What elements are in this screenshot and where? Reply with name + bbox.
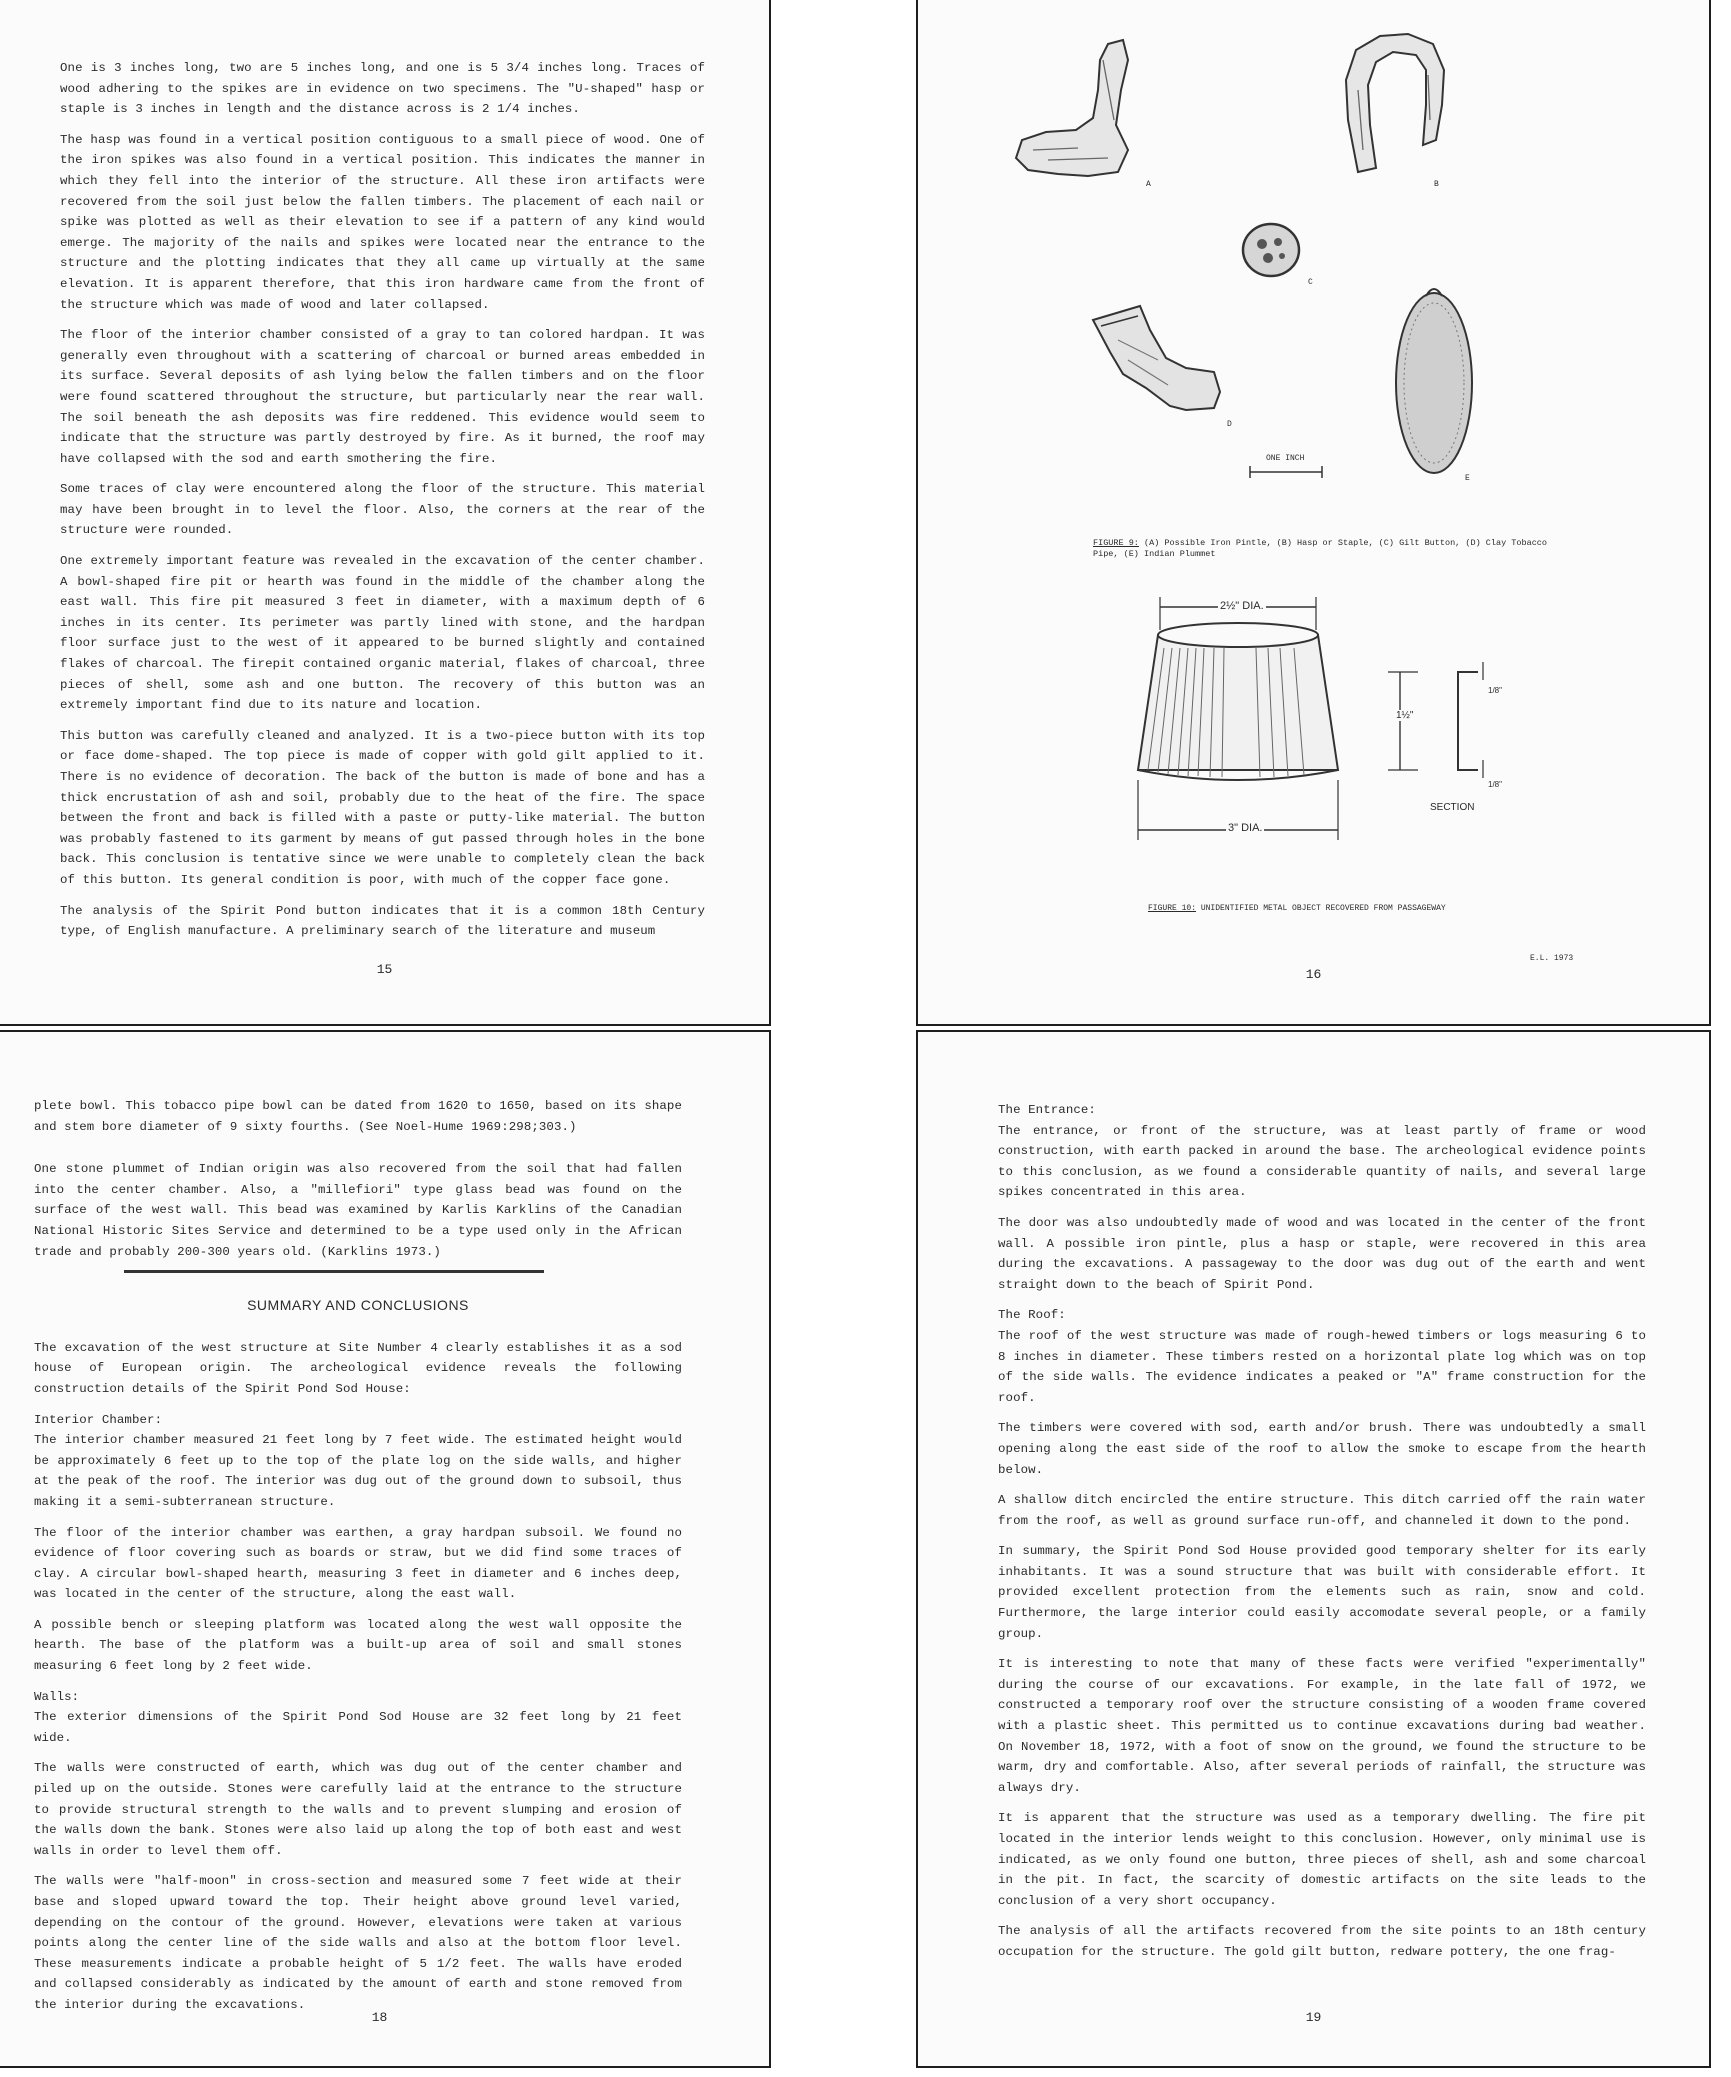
figure-10-caption-text: UNIDENTIFIED METAL OBJECT RECOVERED FROM PASSAGEWAY (1200, 904, 1446, 913)
iron-pintle-drawing (1016, 40, 1128, 176)
figure-9-caption-text: (A) Possible Iron Pintle, (B) Hasp or Staple, (C) Gilt Button, (D) Clay Tobacco Pipe, (E) Indian Plummet (1093, 538, 1547, 559)
gilt-button-drawing (1243, 224, 1299, 276)
paragraph: The excavation of the west structure at Site Number 4 clearly establishes it as a sod house of European origin. The archeological evidence reveals the following construction details of the Spirit Pond Sod House: (34, 1340, 682, 1396)
paragraph: A possible bench or sleeping platform was located along the west wall opposite the hearth. The base of the platform was a built-up area of soil and small stones measuring 6 feet long by 2 feet wide. (34, 1617, 682, 1674)
paragraph: A shallow ditch encircled the entire structure. This ditch carried off the rain water from the roof, as well as ground surface run-off, and channeled it down to the pond. (998, 1493, 1646, 1528)
entrance-heading: The Entrance: (998, 1103, 1096, 1117)
page-18 (0, 1030, 771, 2068)
paragraph: The walls were "half-moon" in cross-section and measured some 7 feet wide at their base and sloped upward toward the top. Their height above ground level varied, depending on the contour of the ground. However, elevations were taken at various points along the center line of the side walls and also at the bottom floor level. These measurements indicate a probable height of 5 1/2 feet. The walls have eroded and collapsed considerably as indicated by the amount of earth and stone removed from the interior during the excavations. (34, 1874, 682, 2012)
paragraph: The floor of the interior chamber was earthen, a gray hardpan subsoil. We found no evidence of floor covering such as boards or straw, but we did find some traces of clay. A circular bowl-shaped hearth, measuring 3 feet in diameter and 6 inches deep, was located in the center of the structure, along the east wall. (34, 1525, 682, 1602)
hasp-staple-drawing (1346, 34, 1444, 172)
paragraph: Some traces of clay were encountered along the floor of the structure. This material may have been brought in to level the floor. Also, the corners at the rear of the structure were rounded. (60, 482, 705, 538)
paragraph: The entrance, or front of the structure, was at least partly of frame or wood construction, with earth packed in around the base. The archeological evidence points to this conclusion, as we found a considerable quantity of nails, and several large spikes concentrated in this area. (998, 1123, 1646, 1200)
dimension-height: 1½" (1396, 710, 1414, 721)
label-d: D (1227, 420, 1232, 429)
paragraph: The floor of the interior chamber consisted of a gray to tan colored hardpan. It was generally even throughout with a scattering of charcoal or burned areas embedded in its surface. Several deposits of ash lying below the fallen timbers and on the floor were found scattered throughout the structure, but particularly near the rear wall. The soil beneath the ash deposits was fire reddened. This evidence would seem to indicate that the structure was partly destroyed by fire. As it burned, the roof may have collapsed with the sod and earth smothering the fire. (60, 328, 705, 466)
page-number: 16 (1305, 967, 1322, 982)
walls-heading: Walls: (34, 1689, 80, 1704)
paragraph: One extremely important feature was revealed in the excavation of the center chamber. A bowl-shaped fire pit or hearth was found in the middle of the chamber along the east wall. This fire pit measured 3 feet in diameter, with a maximum depth of 6 inches in its center. Its perimeter was partly lined with stone, and the hardpan floor surface just to the west of it appeared to be burned slightly and contained flakes of charcoal. The firepit contained organic material, flakes of charcoal, three pieces of shell, some ash and one button. The recovery of this button was an extremely important find due to its nature and location. (60, 554, 705, 713)
roof-heading: The Roof: (998, 1308, 1066, 1323)
paragraph: It is apparent that the structure was used as a temporary dwelling. The fire pit located in the interior lends weight to this conclusion. However, only minimal use is indicated, as we only found one button, three pieces of shell, ash and some charcoal in the pit. In fact, the scarcity of domestic artifacts on the site leads to the conclusion of a very short occupancy. (998, 1811, 1646, 1908)
dimension-small-top: 1/8" (1488, 686, 1502, 695)
scale-label: ONE INCH (1266, 454, 1305, 463)
label-c: C (1308, 278, 1313, 287)
figure-artwork (918, 0, 1711, 1026)
figure-9-caption (1093, 538, 1573, 560)
clay-pipe-drawing (1093, 306, 1220, 410)
paragraph: The analysis of all the artifacts recovered from the site points to an 18th century occupation for the structure. The gold gilt button, redware pottery, the one frag- (998, 1924, 1646, 1959)
artist-initials: E.L. 1973 (1530, 954, 1574, 963)
paragraph: The timbers were covered with sod, earth and/or brush. There was undoubtedly a small opening along the east side of the roof to allow the smoke to escape from the hearth below. (998, 1421, 1646, 1477)
label-b: B (1434, 180, 1439, 189)
page-19 (916, 1030, 1711, 2068)
paragraph: The exterior dimensions of the Spirit Pond Sod House are 32 feet long by 21 feet wide. (34, 1710, 682, 1745)
section-label: SECTION (1430, 802, 1475, 813)
section-view (1458, 662, 1483, 778)
metal-object-drawing (1138, 597, 1418, 840)
paragraph: One is 3 inches long, two are 5 inches long, and one is 5 3/4 inches long. Traces of wood adhering to the spikes are in evidence on two specimens. The "U-shaped" hasp or staple is 3 inches in length and the distance across is 2 1/4 inches. (60, 61, 705, 117)
page-number: 19 (1305, 2010, 1322, 2025)
page-15-body (60, 58, 705, 952)
paragraph: One stone plummet of Indian origin was also recovered from the soil that had fallen into the center chamber. Also, a "millefiori" type glass bead was found on the surface of the west wall. This bead was examined by Karlis Karklins of the Canadian National Historic Sites Service and determined to be a type used only in the African trade and probably 200-300 years old. (Karklins 1973.) (34, 1162, 682, 1259)
page-16 (916, 0, 1711, 1026)
paragraph: In summary, the Spirit Pond Sod House provided good temporary shelter for its early inhabitants. It was a sound structure that was built with considerable effort. It provided excellent protection from the elements such as rain, snow and cold. Furthermore, the large interior could easily accomodate several people, or a family group. (998, 1544, 1646, 1641)
paragraph: The door was also undoubtedly made of wood and was located in the center of the front wall. A possible iron pintle, plus a hasp or staple, were recovered in this area during the excavations. A passageway to the door was dug out of the earth and went straight down to the beach of Spirit Pond. (998, 1215, 1646, 1292)
page-number: 15 (376, 962, 393, 977)
paragraph: plete bowl. This tobacco pipe bowl can be dated from 1620 to 1650, based on its shape and stem bore diameter of 9 sixty fourths. (See Noel-Hume 1969:298;303.) (34, 1099, 682, 1134)
summary-heading: SUMMARY AND CONCLUSIONS (247, 1297, 469, 1314)
page-18-body (34, 1096, 682, 2026)
interior-chamber-heading: Interior Chamber: (34, 1412, 163, 1427)
figure-10-caption (1148, 903, 1568, 914)
page-number: 18 (371, 2010, 388, 2025)
page-19-body (998, 1100, 1646, 1973)
scale-bar (1250, 466, 1322, 478)
paragraph: It is interesting to note that many of these facts were verified "experimentally" during the course of our excavations. For example, in the late fall of 1972, we constructed a temporary roof over the structure consisting of a wooden frame covered with a plastic sheet. This permitted us to continue excavations during bad weather. On November 18, 1972, with a foot of snow on the ground, we found the structure to be warm, dry and comfortable. Also, after several periods of rainfall, the structure was always dry. (998, 1657, 1646, 1795)
dimension-bottom-diameter: 3" DIA. (1228, 822, 1263, 834)
paragraph: This button was carefully cleaned and analyzed. It is a two-piece button with its top or face dome-shaped. The top piece is made of copper with gold gilt applied to it. There is no evidence of decoration. The back of the button is made of bone and has a thick encrustation of ash and soil, probably due to the heat of the fire. The space between the front and back is filled with a paste or putty-like material. The button was probably fastened to its garment by means of gut passed through holes in the bone back. This conclusion is tentative since we were unable to completely clean the back of this button. Its general condition is poor, with much of the copper face gone. (60, 728, 705, 887)
figure-10-caption-head: FIGURE 10: (1148, 904, 1197, 913)
dimension-small-bottom: 1/8" (1488, 780, 1502, 789)
paragraph: The walls were constructed of earth, which was dug out of the center chamber and piled up on the outside. Stones were carefully laid at the entrance to the structure to provide structural strength to the walls and to prevent slumping and erosion of the walls down the bank. Stones were also laid up along the top of both east and west walls in order to level them off. (34, 1761, 682, 1858)
paragraph: The roof of the west structure was made of rough-hewed timbers or logs measuring 6 to 8 inches in diameter. These timbers rested on a horizontal plate log which was on top of the side walls. The evidence indicates a peaked or "A" frame construction for the roof. (998, 1328, 1646, 1405)
figure-9-caption-head: FIGURE 9: (1093, 538, 1139, 548)
dimension-top-diameter: 2½" DIA. (1220, 600, 1264, 612)
label-a: A (1146, 180, 1151, 189)
indian-plummet-drawing (1396, 289, 1472, 473)
paragraph: The hasp was found in a vertical position contiguous to a small piece of wood. One of the iron spikes was also found in a vertical position. This indicates the manner in which they fell into the interior of the structure. All these iron artifacts were recovered from the soil just below the fallen timbers. The placement of each nail or spike was plotted as well as their elevation to see if a pattern of any kind would emerge. The majority of the nails and spikes were located near the entrance to the structure and the plotting indicates that they all came up virtually at the same elevation. It is apparent therefore, that this iron hardware came from the front of the structure which was made of wood and later collapsed. (60, 132, 705, 312)
page-15 (0, 0, 771, 1026)
paragraph: The interior chamber measured 21 feet long by 7 feet wide. The estimated height would be approximately 6 feet up to the top of the plate log on the side walls, and higher at the peak of the roof. The interior was dug out of the ground down to subsoil, thus making it a semi-subterranean structure. (34, 1433, 682, 1509)
paragraph: The analysis of the Spirit Pond button indicates that it is a common 18th Century type, of English manufacture. A preliminary search of the literature and museum (60, 903, 705, 939)
section-divider (124, 1270, 544, 1273)
label-e: E (1465, 474, 1470, 483)
